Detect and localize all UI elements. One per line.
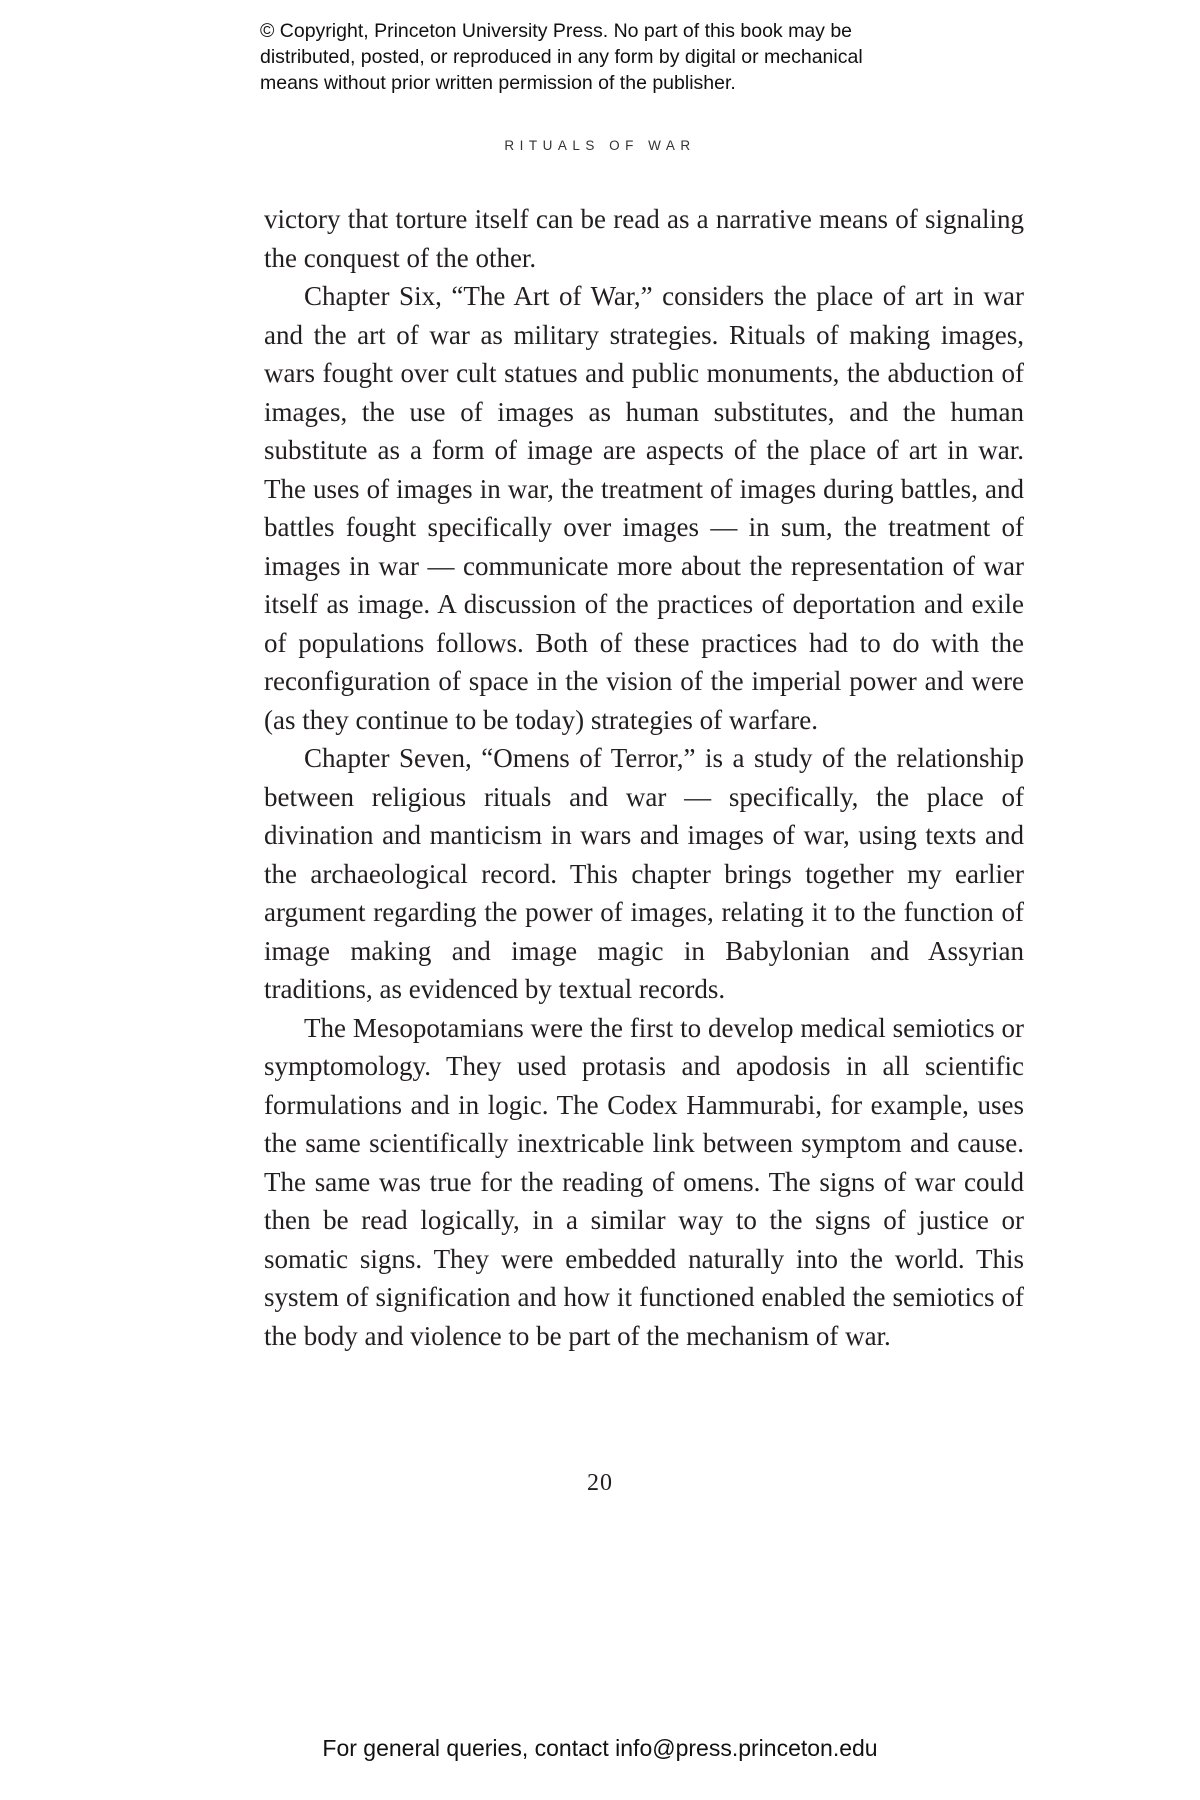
paragraph-continuation: victory that torture itself can be read as a narrative means of signaling the conquest of the other.	[264, 204, 1024, 273]
copyright-line: © Copyright, Princeton University Press. No part of this book may be	[260, 20, 853, 42]
body-text	[264, 200, 1024, 1355]
running-head: RITUALS OF WAR	[504, 138, 696, 153]
paragraph-chapter-six: Chapter Six, “The Art of War,” considers the place of art in war and the art of war as military strategies. Rituals of making images, wars fought over cult statues and public monuments, the abduction of images, the use of images as human substitutes, and the human substitute as a form of image are aspects of the place of art in war. The uses of images in war, the treatment of images during battles, and battles fought specifically over images — in sum, the treatment of images in war — communicate more about the representation of war itself as image. A discussion of the practices of deportation and exile of populations follows. Both of these practices had to do with the reconfiguration of space in the vision of the imperial power and were (as they continue to be today) strategies of warfare.	[264, 281, 1024, 735]
paragraph-mesopotamians: The Mesopotamians were the first to develop medical semiotics or symptomology. They used protasis and apodosis in all scientific formulations and in logic. The Codex Hammurabi, for example, uses the same scientifically inextricable link between symptom and cause. The same was true for the reading of omens. The signs of war could then be read logically, in a similar way to the signs of justice or somatic signs. They were embedded naturally into the world. This system of signification and how it functioned enabled the semiotics of the body and violence to be part of the mechanism of war.	[264, 1012, 1024, 1351]
copyright-line: means without prior written permission of the publisher.	[260, 72, 736, 94]
page-number: 20	[587, 1470, 613, 1496]
copyright-notice	[260, 18, 980, 96]
footer-contact: For general queries, contact info@press.princeton.edu	[322, 1735, 878, 1761]
copyright-line: distributed, posted, or reproduced in any form by digital or mechanical	[260, 46, 863, 68]
paragraph-chapter-seven: Chapter Seven, “Omens of Terror,” is a study of the relationship between religious rituals and war — specifically, the place of divination and manticism in wars and images of war, using texts and the archaeological record. This chapter brings together my earlier argument regarding the power of images, relating it to the function of image making and image magic in Babylonian and Assyrian traditions, as evidenced by textual records.	[264, 743, 1024, 1004]
